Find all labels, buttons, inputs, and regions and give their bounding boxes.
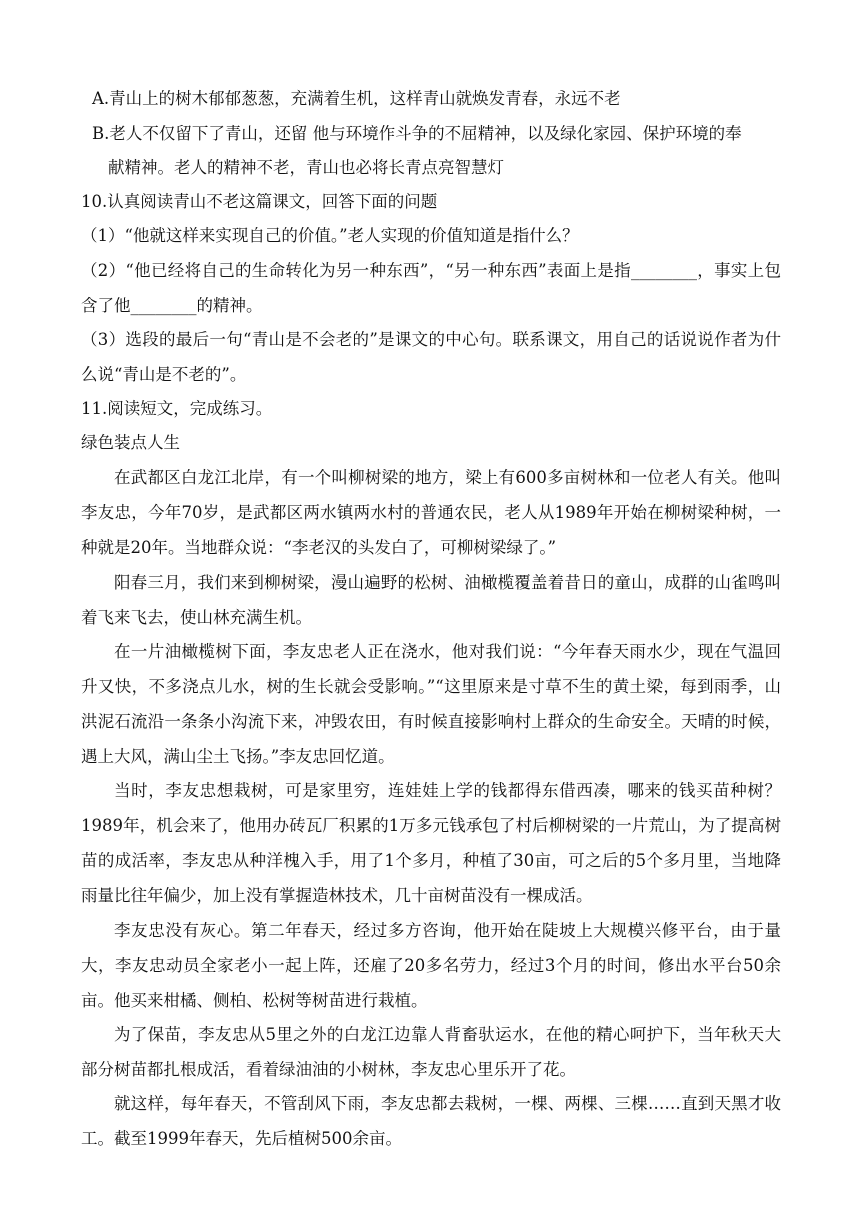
passage-paragraph: 就这样，每年春天，不管刮风下雨，李友忠都去栽树，一棵、两棵、三棵……直到天黑才收工。截至1999年春天，先后植树500余亩。	[81, 1094, 781, 1148]
passage-paragraph: 在武都区白龙江北岸，有一个叫柳树梁的地方，梁上有600多亩树林和一位老人有关。他叫李友忠，今年70岁，是武都区两水镇两水村的普通农民，老人从1989年开始在柳树梁种树，一种就是20年。当地群众说：“李老汉的头发白了，可柳树梁绿了。”	[81, 468, 781, 557]
question-10-sub3: （3）选段的最后一句“青山是不会老的”是课文的中心句。联系课文，用自己的话说说作者为什么说“青山是不老的”。	[81, 330, 781, 384]
passage-paragraph: 李友忠没有灰心。第二年春天，经过多方咨询，他开始在陡坡上大规模兴修平台，由于量大，李友忠动员全家老小一起上阵，还雇了20多名劳力，经过3个月的时间，修出水平台50余亩。他买来柑橘、侧柏、松树等树苗进行栽植。	[81, 921, 781, 1010]
passage-title: 绿色装点人生	[81, 433, 180, 452]
passage-paragraph: 阳春三月，我们来到柳树梁，漫山遍野的松树、油橄榄覆盖着昔日的童山，成群的山雀鸣叫着飞来飞去，使山林充满生机。	[81, 573, 781, 627]
question-10-sub1: （1）“他就这样来实现自己的价值。”老人实现的价值知道是指什么？	[81, 226, 579, 245]
passage-paragraph: 在一片油橄榄树下面，李友忠老人正在浇水，他对我们说：“今年春天雨水少，现在气温回升又快，不多浇点儿水，树的生长就会受影响。”“这里原来是寸草不生的黄土梁，每到雨季，山洪泥石流沿一条条小沟流下来，冲毁农田，有时候直接影响村上群众的生命安全。天晴的时候，遇上大风，满山尘土飞扬。”李友忠回忆道。	[81, 642, 781, 766]
question-11-title: 11.阅读短文，完成练习。	[81, 399, 273, 418]
option-a: A.青山上的树木郁郁葱葱，充满着生机，这样青山就焕发青春，永远不老	[92, 89, 621, 108]
passage-paragraph: 为了保苗，李友忠从5里之外的白龙江边靠人背畜驮运水，在他的精心呵护下，当年秋天大部分树苗都扎根成活，看着绿油油的小树林，李友忠心里乐开了花。	[81, 1025, 781, 1079]
option-b-line1: B.老人不仅留下了青山，还留 他与环境作斗争的不屈精神，以及绿化家园、保护环境的奉	[92, 124, 742, 143]
question-10-sub2: （2）“他已经将自己的生命转化为另一种东西”，“另一种东西”表面上是指________，事实上包含了他________的精神。	[81, 261, 781, 315]
passage-paragraph: 当时，李友忠想栽树，可是家里穷，连娃娃上学的钱都得东借西凑，哪来的钱买苗种树？1989年，机会来了，他用办砖瓦厂积累的1万多元钱承包了村后柳树梁的一片荒山，为了提高树苗的成活率，李友忠从种洋槐入手，用了1个多月，种植了30亩，可之后的5个多月里，当地降雨量比往年偏少，加上没有掌握造林技术，几十亩树苗没有一棵成活。	[81, 781, 781, 905]
option-b-line2: 献精神。老人的精神不老，青山也必将长青点亮智慧灯	[108, 158, 504, 177]
question-10-title: 10.认真阅读青山不老这篇课文，回答下面的问题	[81, 192, 438, 211]
